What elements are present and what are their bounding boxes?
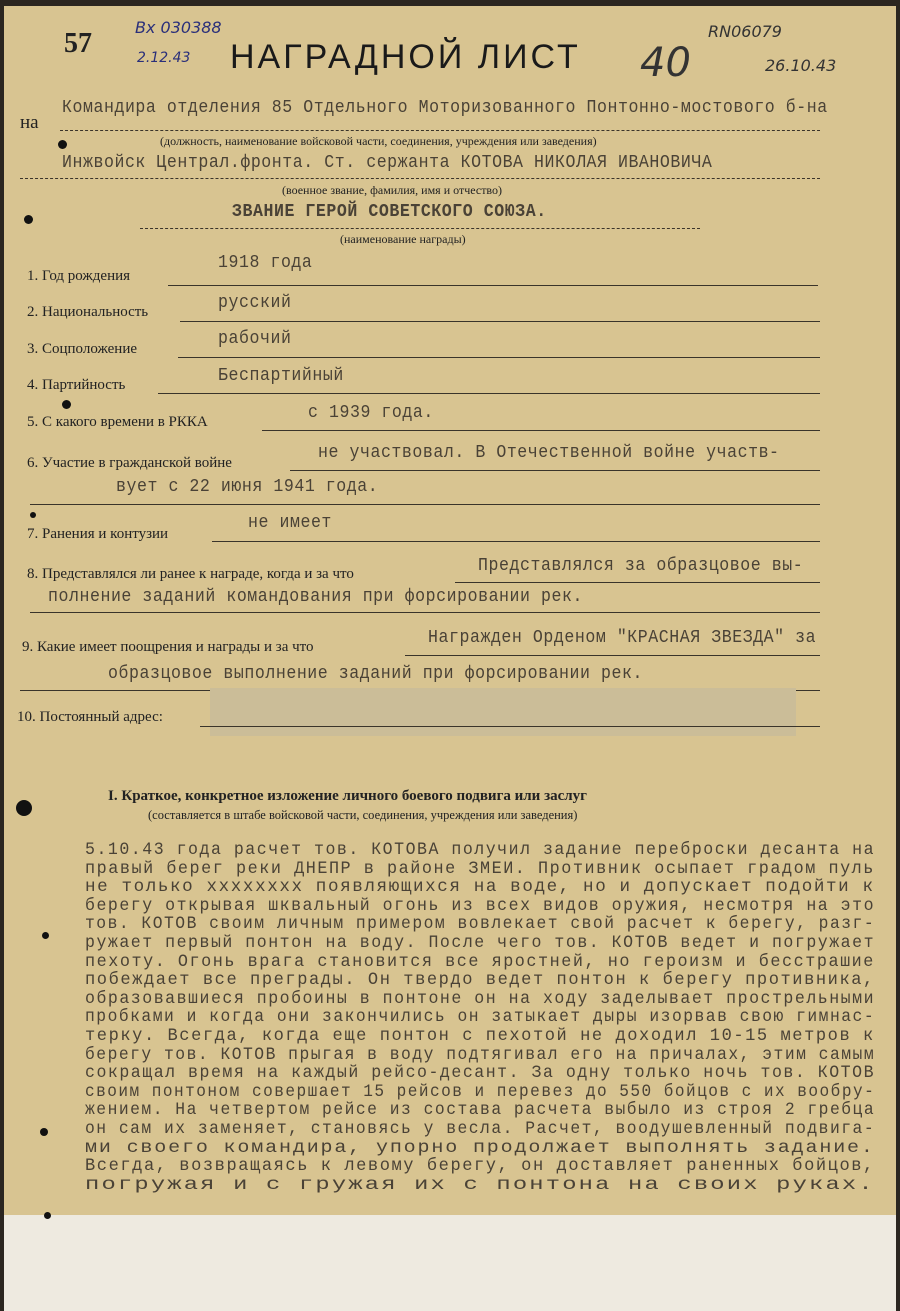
feat-text-line: Всегда, возвращаясь к левому берегу, он доставляет раненных бойцов, <box>85 1156 875 1177</box>
feat-text-line: ми своего командира, упорно продолжает выполнять задание. <box>85 1137 875 1158</box>
feat-text-line: сокращал время на каждый рейсо-десант. За одну только ночь тов. КОТОВ <box>85 1063 876 1084</box>
field-label-wounds: 7. Ранения и контузии <box>27 526 169 542</box>
punch-hole <box>62 400 71 409</box>
field-value-nationality: русский <box>218 293 292 313</box>
field-label-birth-year: 1. Год рождения <box>27 268 131 284</box>
field-value-wounds: не имеет <box>248 513 332 533</box>
handwritten-number-40: 40 <box>640 40 691 86</box>
feat-text-line: образовавшиеся пробоины в понтоне он на ходу заделывает прострельными <box>85 988 876 1009</box>
feat-text-line: своим понтоном совершает 15 рейсов и перевез до 550 бойцов с их вообру- <box>85 1081 876 1102</box>
section-title: I. Краткое, конкретное изложение личного боевого подвига или заслуг <box>108 788 587 804</box>
redacted-address <box>210 688 796 736</box>
feat-text-line: он сам их заменяет, становясь у весла. Расчет, воодушевленный подвига- <box>85 1119 876 1139</box>
feat-text-line: побеждает все преграды. Он твердо ведет понтон к берегу противника, <box>85 970 875 991</box>
field-value-decorations-cont: образцовое выполнение заданий при форсировании рек. <box>108 664 643 684</box>
caption-award: (наименование награды) <box>340 232 466 246</box>
feat-text-line: тов. КОТОВ своим личным примером вовлекает свой расчет к берегу, разг- <box>85 914 876 935</box>
field-value-rkka-since: с 1939 года. <box>308 403 434 423</box>
field-value-birth-year: 1918 года <box>218 253 313 273</box>
feat-text-line: погружая и с гружая их с понтона на своих руках. <box>85 1174 875 1195</box>
field-label-prior-award: 8. Представлялся ли ранее к награде, когда и за что <box>27 566 354 582</box>
field-label-party: 4. Партийность <box>27 377 126 393</box>
page-number: 57 <box>64 28 92 59</box>
feat-text-line: не только xxxxxxxx появляющихся на воде, но и допускает подойти к <box>85 877 875 898</box>
field-label-address: 10. Постоянный адрес: <box>17 709 163 725</box>
award-name: ЗВАНИЕ ГЕРОЙ СОВЕТСКОГО СОЮЗА. <box>232 202 547 222</box>
document-title: НАГРАДНОЙ ЛИСТ <box>230 38 581 76</box>
feat-text-line: берегу открывая шквальный огонь из всех видов оружия, несмотря на это <box>85 895 876 916</box>
field-label-nationality: 2. Национальность <box>27 304 149 320</box>
punch-hole <box>16 800 32 816</box>
feat-text-line: жением. На четвертом рейсе из состава расчета выбыло из строя 2 гребца <box>85 1100 876 1121</box>
feat-text-line: ружает первый понтон на воду. После чего тов. КОТОВ ведет и погружает <box>85 933 876 953</box>
feat-text-line: пехоту. Огонь врага становится все яростней, но героизм и бесстрашие <box>85 951 875 972</box>
punch-hole <box>40 1128 48 1136</box>
punch-hole <box>24 215 33 224</box>
field-label-social: 3. Соцположение <box>27 341 138 357</box>
punch-hole <box>44 1212 51 1219</box>
section-subtitle: (составляется в штабе войсковой части, соединения, учреждения или заведения) <box>148 808 578 822</box>
field-label-rkka-since: 5. С какого времени в РККА <box>27 414 208 430</box>
field-label-civil-war: 6. Участие в гражданской войне <box>27 455 232 471</box>
feat-text-line: берегу тов. КОТОВ прыгая в воду подтягивал его на причалах, этим самым <box>85 1044 876 1065</box>
handwritten-ref: RN06079 <box>708 22 782 41</box>
feat-text-line: правый берег реки ДНЕПР в районе ЗМЕИ. Противник осыпает градом пуль <box>85 858 875 879</box>
field-value-civil-war-cont: вует с 22 июня 1941 года. <box>116 477 379 497</box>
field-value-party: Беспартийный <box>218 366 344 386</box>
feat-text-line: 5.10.43 года расчет тов. КОТОВА получил задание переброски десанта на <box>85 840 876 860</box>
field-value-prior-award-cont: полнение заданий командования при форсировании рек. <box>48 587 583 607</box>
punch-hole <box>58 140 67 149</box>
punch-hole <box>30 512 36 518</box>
caption-rank: (военное звание, фамилия, имя и отчество) <box>282 183 503 197</box>
field-value-decorations: Награжден Орденом "КРАСНАЯ ЗВЕЗДА" за <box>428 628 817 648</box>
feat-text-line: терку. Всегда, когда еще понтон с пехотой не доходил 10-15 метров к <box>85 1026 875 1046</box>
handwritten-incoming-number: Вх 030388 <box>135 18 222 37</box>
scan-margin <box>4 1215 896 1311</box>
handwritten-date-right: 26.10.43 <box>765 56 837 75</box>
field-value-civil-war: не участвовал. В Отечественной войне участв- <box>318 443 780 463</box>
feat-text-line: пробками и когда они закончились он затыкает дыры изорвав свою гимнас- <box>85 1007 876 1028</box>
punch-hole <box>42 932 49 939</box>
caption-position: (должность, наименование войсковой части, соединения, учреждения или заведения) <box>160 134 597 148</box>
handwritten-date: 2.12.43 <box>137 50 191 66</box>
field-value-prior-award: Представлялся за образцовое вы- <box>478 556 804 576</box>
position-line: Командира отделения 85 Отдельного Моторизованного Понтонно-мостового б-на <box>62 98 828 118</box>
field-value-social: рабочий <box>218 329 292 349</box>
field-label-decorations: 9. Какие имеет поощрения и награды и за что <box>22 639 314 655</box>
prefix-na: на <box>20 112 39 133</box>
rank-name-line: Инжвойск Централ.фронта. Ст. сержанта КОТОВА НИКОЛАЯ ИВАНОВИЧА <box>62 153 713 173</box>
